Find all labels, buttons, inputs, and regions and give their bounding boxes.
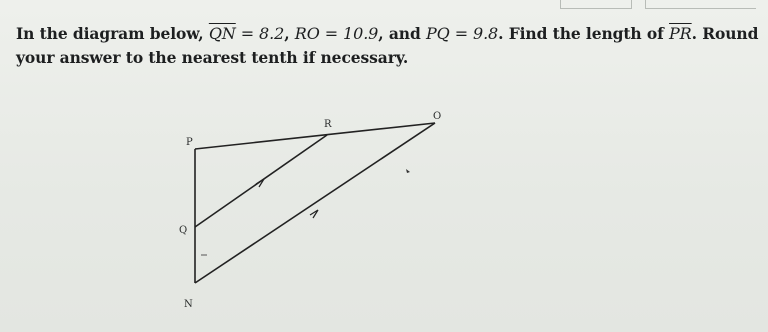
top-box-edge (560, 0, 632, 9)
problem-intro: In the diagram below, (16, 24, 209, 43)
label-q: Q (179, 225, 188, 236)
segment-ro: RO (294, 24, 320, 43)
ro-value: 10.9 (343, 24, 379, 43)
triangle-diagram (160, 105, 460, 320)
pq-value: 9.8 (472, 24, 499, 43)
label-o: O (433, 111, 442, 122)
label-r: R (324, 119, 332, 130)
segment-pr: $\overline{PR}$ (669, 24, 692, 43)
segment-no (195, 123, 435, 283)
parallel-mark-no (310, 210, 318, 218)
qn-value: 8.2 (259, 24, 285, 43)
segment-qn: $\overline{QN}$ (208, 24, 236, 43)
problem-statement: In the diagram below, $\overline{QN} = 8.2$, RO = 10.9, and PQ = 9.8. Find the length of $\overline{PR}$. Round your answer to the nearest tenth if necessary. (16, 24, 759, 67)
label-p: P (186, 137, 193, 148)
instruction-text: . Round your answer to the nearest tenth if necessary. (16, 24, 759, 67)
label-n: N (184, 299, 193, 310)
and-text: , and (378, 24, 427, 43)
triangle-svg (160, 105, 460, 320)
segment-pq: PQ (426, 24, 450, 43)
top-box-edge (645, 0, 756, 9)
stray-mark (406, 169, 410, 173)
segment-po (195, 123, 435, 149)
find-text: . Find the length of (498, 24, 670, 43)
parallel-mark-qr (256, 179, 264, 187)
